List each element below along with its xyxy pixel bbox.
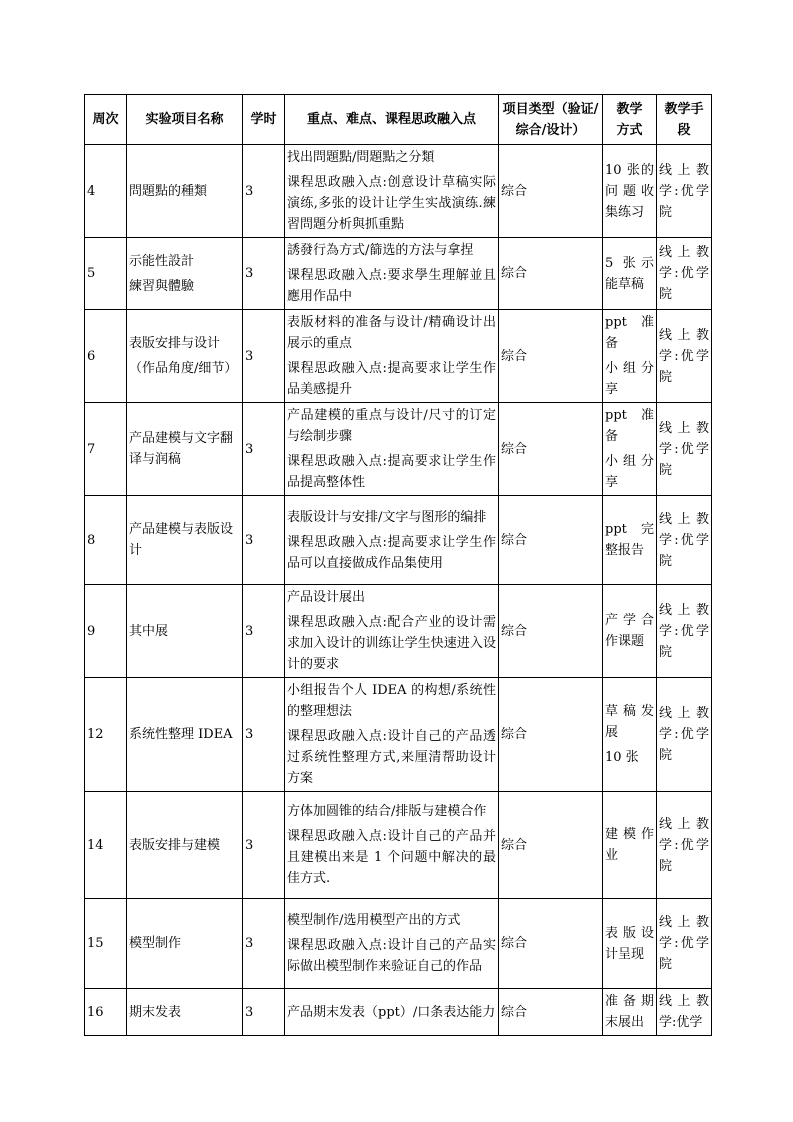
focus-topic: 小组报告个人 IDEA 的构想/系统性的整理想法 — [287, 683, 496, 719]
focus-cell — [285, 678, 499, 792]
type-cell: 综合 — [499, 310, 603, 403]
week-cell: 7 — [85, 403, 127, 496]
project-name-cell — [127, 678, 243, 792]
week-cell: 12 — [85, 678, 127, 792]
project-name-cell — [127, 310, 243, 403]
method-line: 草稿发展 — [605, 704, 654, 740]
project-name-cell — [127, 792, 243, 899]
means-cell: 线上教学:优学 — [657, 989, 712, 1036]
focus-topic: 誘發行為方式/篩选的方法与拿捏 — [287, 243, 474, 258]
project-name-line: 示能性設計 — [129, 253, 195, 269]
week-cell: 4 — [85, 145, 127, 238]
header-method — [603, 95, 657, 145]
focus-cell — [285, 899, 499, 989]
header-row — [85, 95, 712, 145]
week-cell: 5 — [85, 238, 127, 310]
table-row — [85, 989, 712, 1036]
week-cell: 9 — [85, 585, 127, 678]
method-cell — [603, 238, 657, 310]
method-cell — [603, 678, 657, 792]
schedule-table — [84, 94, 712, 1036]
means-cell: 线上教学:优学院 — [657, 585, 712, 678]
focus-ideology-point: 课程思政融入点:设计自己的产品并且建模出来是 1 个问题中解决的最佳方式. — [287, 829, 496, 886]
focus-cell — [285, 238, 499, 310]
means-cell: 线上教学:优学院 — [657, 145, 712, 238]
header-means — [657, 95, 712, 145]
method-cell — [603, 403, 657, 496]
project-name-line: 产品建模与表版设计 — [129, 522, 234, 558]
header-means-line2: 段 — [677, 122, 691, 138]
week-cell: 16 — [85, 989, 127, 1036]
hours-cell: 3 — [243, 989, 285, 1036]
method-line: 准备期末展出 — [605, 994, 654, 1030]
hours-cell: 3 — [243, 238, 285, 310]
table-row — [85, 403, 712, 496]
method-line: 表版设计呈现 — [605, 925, 654, 962]
focus-cell — [285, 403, 499, 496]
focus-ideology-point: 课程思政融入点:提高要求让学生作品可以直接做成作品集使用 — [287, 534, 496, 571]
table-row — [85, 678, 712, 792]
type-cell: 综合 — [499, 403, 603, 496]
type-cell: 综合 — [499, 496, 603, 585]
hours-cell: 3 — [243, 310, 285, 403]
project-name-line: 模型制作 — [129, 936, 182, 951]
project-name-cell — [127, 585, 243, 678]
week-cell: 6 — [85, 310, 127, 403]
method-line: 小组分享 — [605, 454, 654, 490]
focus-cell — [285, 585, 499, 678]
focus-topic: 表版材料的准备与设计/精确设计出展示的重点 — [287, 315, 496, 351]
table-row — [85, 310, 712, 403]
week-cell: 8 — [85, 496, 127, 585]
table-body — [85, 145, 712, 1036]
hours-cell: 3 — [243, 678, 285, 792]
focus-ideology-point: 课程思政融入点:要求學生理解並且應用作品中 — [287, 268, 496, 304]
focus-topic: 产品设计展出 — [287, 590, 366, 605]
table-row — [85, 792, 712, 899]
week-cell: 15 — [85, 899, 127, 989]
table-row — [85, 496, 712, 585]
means-cell: 线上教学:优学院 — [657, 310, 712, 403]
means-cell: 线上教学:优学院 — [657, 792, 712, 899]
project-name-line: 其中展 — [129, 623, 169, 639]
header-week: 周次 — [85, 95, 127, 145]
focus-cell — [285, 989, 499, 1036]
focus-cell — [285, 496, 499, 585]
header-method-line2: 方式 — [616, 122, 643, 138]
table-row — [85, 238, 712, 310]
project-name-line: 表版安排与设计 — [129, 336, 221, 351]
type-cell: 综合 — [499, 792, 603, 899]
header-focus: 重点、难点、课程思政融入点 — [285, 95, 499, 145]
focus-topic: 找出問題點/問題點之分類 — [287, 150, 435, 165]
method-line: 10 张的问题收集练习 — [605, 162, 654, 220]
method-cell — [603, 496, 657, 585]
focus-topic: 产品期末发表（ppt）/口条表达能力 — [287, 1004, 496, 1020]
week-cell: 14 — [85, 792, 127, 899]
method-line: 小组分享 — [605, 361, 654, 397]
project-name-cell — [127, 496, 243, 585]
method-cell — [603, 145, 657, 238]
means-cell: 线上教学:优学院 — [657, 496, 712, 585]
project-name-cell — [127, 899, 243, 989]
method-cell — [603, 310, 657, 403]
type-cell: 综合 — [499, 899, 603, 989]
means-cell: 线上教学:优学院 — [657, 238, 712, 310]
project-name-cell — [127, 238, 243, 310]
project-name-cell — [127, 145, 243, 238]
hours-cell: 3 — [243, 792, 285, 899]
method-line: 5 张示能草稿 — [605, 255, 654, 292]
table-row — [85, 899, 712, 989]
header-method-line1: 教学 — [616, 101, 643, 117]
method-cell — [603, 989, 657, 1036]
type-cell: 综合 — [499, 238, 603, 310]
focus-topic: 产品建模的重点与设计/尺寸的订定与绘制步骤 — [287, 408, 496, 444]
focus-cell — [285, 310, 499, 403]
header-hours: 学时 — [243, 95, 285, 145]
means-cell: 线上教学:优学院 — [657, 899, 712, 989]
focus-ideology-point: 课程思政融入点:设计自己的产品实际做出模型制作来验证自己的作品 — [287, 938, 496, 974]
focus-topic: 表版设计与安排/文字与图形的编排 — [287, 509, 487, 525]
method-line: ppt 准备 — [605, 315, 654, 351]
type-cell: 综合 — [499, 678, 603, 792]
focus-ideology-point: 课程思政融入点:创意设计草稿实际演练,多张的设计让学生实战演练.練習問題分析與抓重點 — [287, 175, 496, 232]
method-line: 产学合作课题 — [605, 613, 654, 649]
method-cell — [603, 585, 657, 678]
method-line: ppt 完整报告 — [605, 522, 654, 558]
project-name-line: （作品角度/细节） — [129, 361, 238, 376]
header-type-line2: 综合/设计） — [515, 122, 586, 138]
project-name-cell — [127, 403, 243, 496]
focus-ideology-point: 课程思政融入点:配合产业的设计需求加入设计的训练让学生快速进入设计的要求 — [287, 615, 496, 672]
project-name-line: 練習與體驗 — [129, 278, 195, 294]
type-cell: 综合 — [499, 145, 603, 238]
means-cell: 线上教学:优学院 — [657, 678, 712, 792]
means-cell: 线上教学:优学院 — [657, 403, 712, 496]
table-row — [85, 585, 712, 678]
project-name-line: 产品建模与文字翻译与润稿 — [129, 431, 234, 467]
focus-ideology-point: 课程思政融入点:设计自己的产品透过系统性整理方式,来厘清帮助设计方案 — [287, 729, 496, 786]
method-line: ppt 准备 — [605, 408, 654, 444]
method-line: 10 张 — [605, 750, 639, 765]
hours-cell: 3 — [243, 899, 285, 989]
hours-cell: 3 — [243, 496, 285, 585]
header-name: 实验项目名称 — [127, 95, 243, 145]
hours-cell: 3 — [243, 403, 285, 496]
header-means-line1: 教学手 — [664, 101, 704, 117]
project-name-line: 問題點的種類 — [129, 183, 208, 199]
focus-topic: 模型制作/选用模型产出的方式 — [287, 913, 461, 928]
project-name-line: 期末发表 — [129, 1004, 182, 1020]
method-cell — [603, 792, 657, 899]
method-line: 建模作业 — [605, 827, 654, 863]
focus-cell — [285, 145, 499, 238]
type-cell: 综合 — [499, 989, 603, 1036]
method-cell — [603, 899, 657, 989]
project-name-line: 表版安排与建模 — [129, 837, 221, 853]
table-row — [85, 145, 712, 238]
project-name-cell — [127, 989, 243, 1036]
type-cell: 综合 — [499, 585, 603, 678]
focus-topic: 方体加圆锥的结合/排版与建模合作 — [287, 804, 487, 819]
header-type — [499, 95, 603, 145]
focus-ideology-point: 课程思政融入点:提高要求让学生作品提高整体性 — [287, 454, 496, 490]
header-type-line1: 项目类型（验证/ — [502, 101, 599, 117]
hours-cell: 3 — [243, 145, 285, 238]
hours-cell: 3 — [243, 585, 285, 678]
project-name-line: 系统性整理 IDEA — [129, 727, 233, 742]
focus-cell — [285, 792, 499, 899]
focus-ideology-point: 课程思政融入点:提高要求让学生作品美感提升 — [287, 361, 496, 397]
